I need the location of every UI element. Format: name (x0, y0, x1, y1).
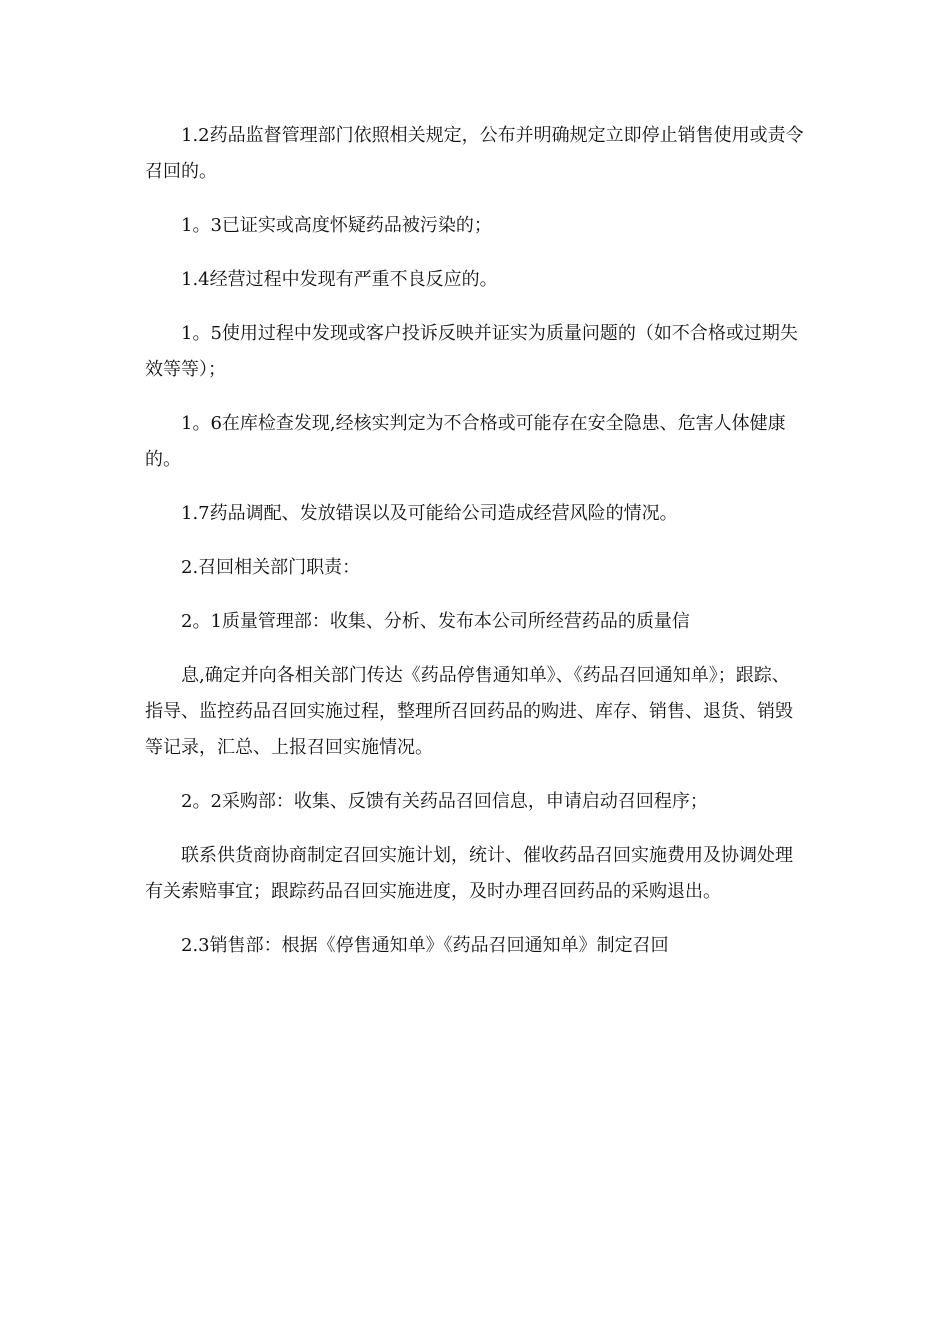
paragraph-1-4: 1.4经营过程中发现有严重不良反应的。 (181, 269, 498, 290)
paragraph-2-1-continued: 息,确定并向各相关部门传达《药品停售通知单》、《药品召回通知单》；跟踪、指导、监控药品召回实施过程，整理所召回药品的购进、库存、销售、退货、销毁等记录，汇总、上报召回实施情况。 (145, 665, 793, 758)
paragraph-1-6: 1。6在库检查发现,经核实判定为不合格或可能存在安全隐患、危害人体健康的。 (145, 413, 786, 470)
paragraph-1-3: 1。3已证实或高度怀疑药品被污染的； (181, 215, 492, 236)
paragraph-2-1: 2。1质量管理部：收集、分析、发布本公司所经营药品的质量信 (181, 611, 690, 632)
paragraph-2-2-continued: 联系供货商协商制定召回实施计划，统计、催收药品召回实施费用及协调处理有关索赔事宜；跟踪药品召回实施进度，及时办理召回药品的采购退出。 (145, 845, 793, 902)
paragraph-1-5: 1。5使用过程中发现或客户投诉反映并证实为质量问题的（如不合格或过期失效等等）； (145, 323, 798, 380)
section-heading-2: 2.召回相关部门职责： (181, 557, 361, 578)
paragraph-1-2: 1.2药品监督管理部门依照相关规定，公布并明确规定立即停止销售使用或责令召回的。 (145, 125, 804, 182)
paragraph-1-7: 1.7药品调配、发放错误以及可能给公司造成经营风险的情况。 (181, 503, 678, 524)
paragraph-2-3: 2.3销售部：根据《停售通知单》《药品召回通知单》制定召回 (181, 935, 669, 956)
document-body (145, 118, 805, 982)
paragraph-2-2: 2。2采购部：收集、反馈有关药品召回信息，申请启动召回程序； (181, 791, 708, 812)
